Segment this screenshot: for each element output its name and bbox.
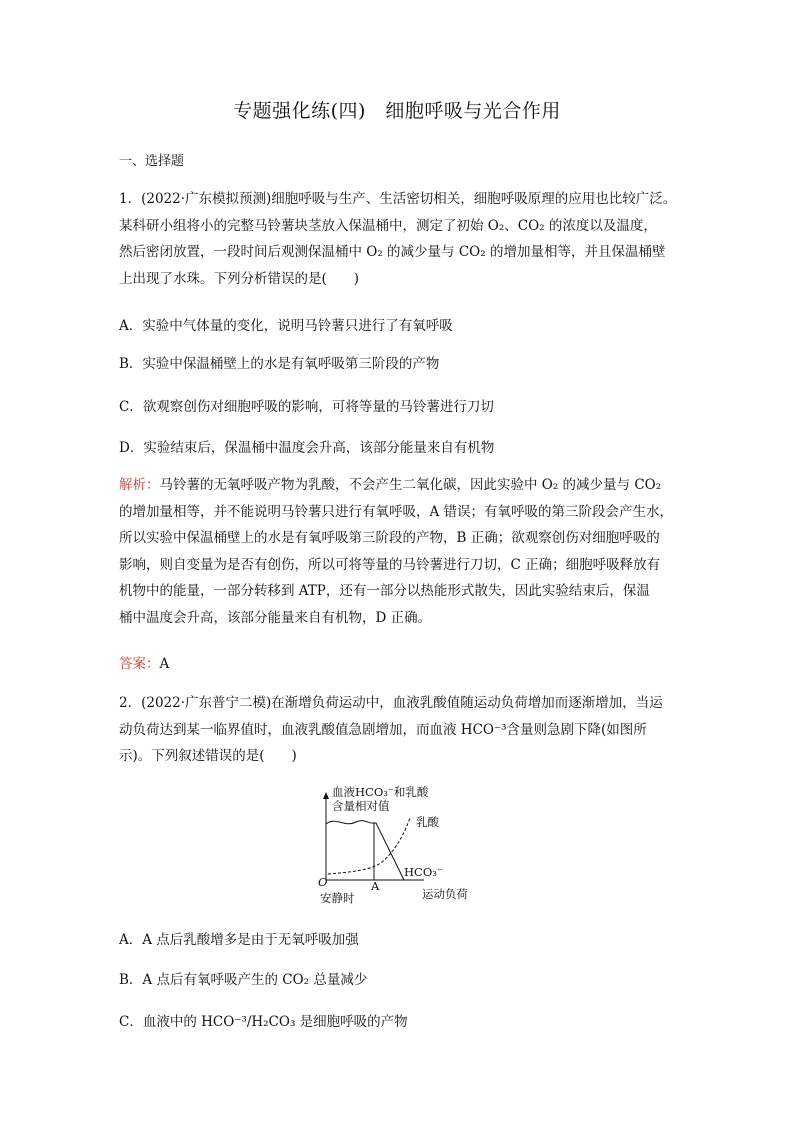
question-1-line: 上出现了水珠。下列分析错误的是( ) — [119, 270, 360, 287]
origin-label: O — [318, 875, 328, 889]
lactate-curve — [328, 818, 410, 874]
question-1-stem — [119, 186, 679, 292]
answer-label: 答案： — [119, 656, 160, 672]
question-2-line: 动负荷达到某一临界值时，血液乳酸值急剧增加，而血液 HCO⁻³含量则急剧下降(如图所 — [119, 721, 647, 738]
question-2-option-a: A．A 点后乳酸增多是由于无氧呼吸加强 — [119, 932, 359, 948]
analysis-line: 桶中温度会升高，该部分能量来自有机物，D 正确。 — [119, 609, 432, 626]
analysis-line: 马铃薯的无氧呼吸产物为乳酸，不会产生二氧化碳，因此实验中 O₂ 的减少量与 CO₂ — [159, 477, 662, 493]
analysis-line: 所以实验中保温桶壁上的水是有氧呼吸第三阶段的产物，B 正确；欲观察创伤对细胞呼吸的 — [119, 530, 660, 546]
question-1-option-a: A．实验中气体量的变化，说明马铃薯只进行了有氧呼吸 — [119, 318, 453, 334]
question-1-line: 某科研小组将小的完整马铃薯块茎放入保温桶中，测定了初始 O₂、CO₂ 的浓度以及温度， — [119, 217, 657, 234]
question-1-option-d: D．实验结束后，保温桶中温度会升高，该部分能量来自有机物 — [119, 440, 495, 456]
question-1-analysis — [119, 472, 679, 631]
y-axis-label-2: 含量相对值 — [332, 799, 390, 813]
y-axis-label-1: 血液HCO₃⁻和乳酸 — [332, 785, 429, 799]
question-1-option-c: C．欲观察创伤对细胞呼吸的影响，可将等量的马铃薯进行刀切 — [119, 399, 494, 415]
question-1-line: 然后密闭放置，一段时间后观测保温桶中 O₂ 的减少量与 CO₂ 的增加量相等，并且保温桶壁 — [119, 244, 666, 260]
a-point-label: A — [371, 879, 380, 893]
page-title: 专题强化练(四) 细胞呼吸与光合作用 — [233, 100, 561, 122]
question-2-line: 2．(2022·广东普宁二模)在渐增负荷运动中，血液乳酸值随运动负荷增加而逐渐增加，当运 — [119, 695, 663, 711]
question-2-stem — [119, 690, 679, 770]
question-1-option-b: B．实验中保温桶壁上的水是有氧呼吸第三阶段的产物 — [119, 356, 440, 372]
section-heading: 一、选择题 — [119, 154, 185, 169]
analysis-line: 机物中的能量，一部分转移到 ATP，还有一部分以热能形式散失，因此实验结束后，保温 — [119, 583, 650, 599]
question-2-line: 示)。下列叙述错误的是( ) — [119, 748, 297, 764]
y-axis-arrow — [323, 792, 329, 799]
analysis-line: 的增加量相等，并不能说明马铃薯只进行有氧呼吸，A 错误；有氧呼吸的第三阶段会产生水， — [119, 503, 674, 520]
rest-label: 安静时 — [320, 891, 355, 905]
hco3-curve — [326, 821, 404, 880]
question-2-option-b: B．A 点后有氧呼吸产生的 CO₂ 总量减少 — [119, 972, 368, 988]
question-1-line: 1．(2022·广东模拟预测)细胞呼吸与生产、生活密切相关，细胞呼吸原理的应用也比较广泛。 — [119, 191, 677, 207]
hco3-label: HCO₃⁻ — [404, 865, 443, 879]
question-1-answer — [119, 652, 169, 672]
answer-value: A — [159, 656, 170, 672]
analysis-line: 影响，则自变量为是否有创伤，所以可将等量的马铃薯进行刀切，C 正确；细胞呼吸释放有 — [119, 556, 661, 573]
x-axis-label: 运动负荷 — [422, 887, 468, 901]
hco3-lactate-figure — [312, 782, 492, 910]
analysis-label: 解析： — [119, 477, 160, 493]
question-2-option-c: C．血液中的 HCO⁻³/H₂CO₃ 是细胞呼吸的产物 — [119, 1014, 408, 1030]
lactate-label: 乳酸 — [416, 815, 439, 829]
